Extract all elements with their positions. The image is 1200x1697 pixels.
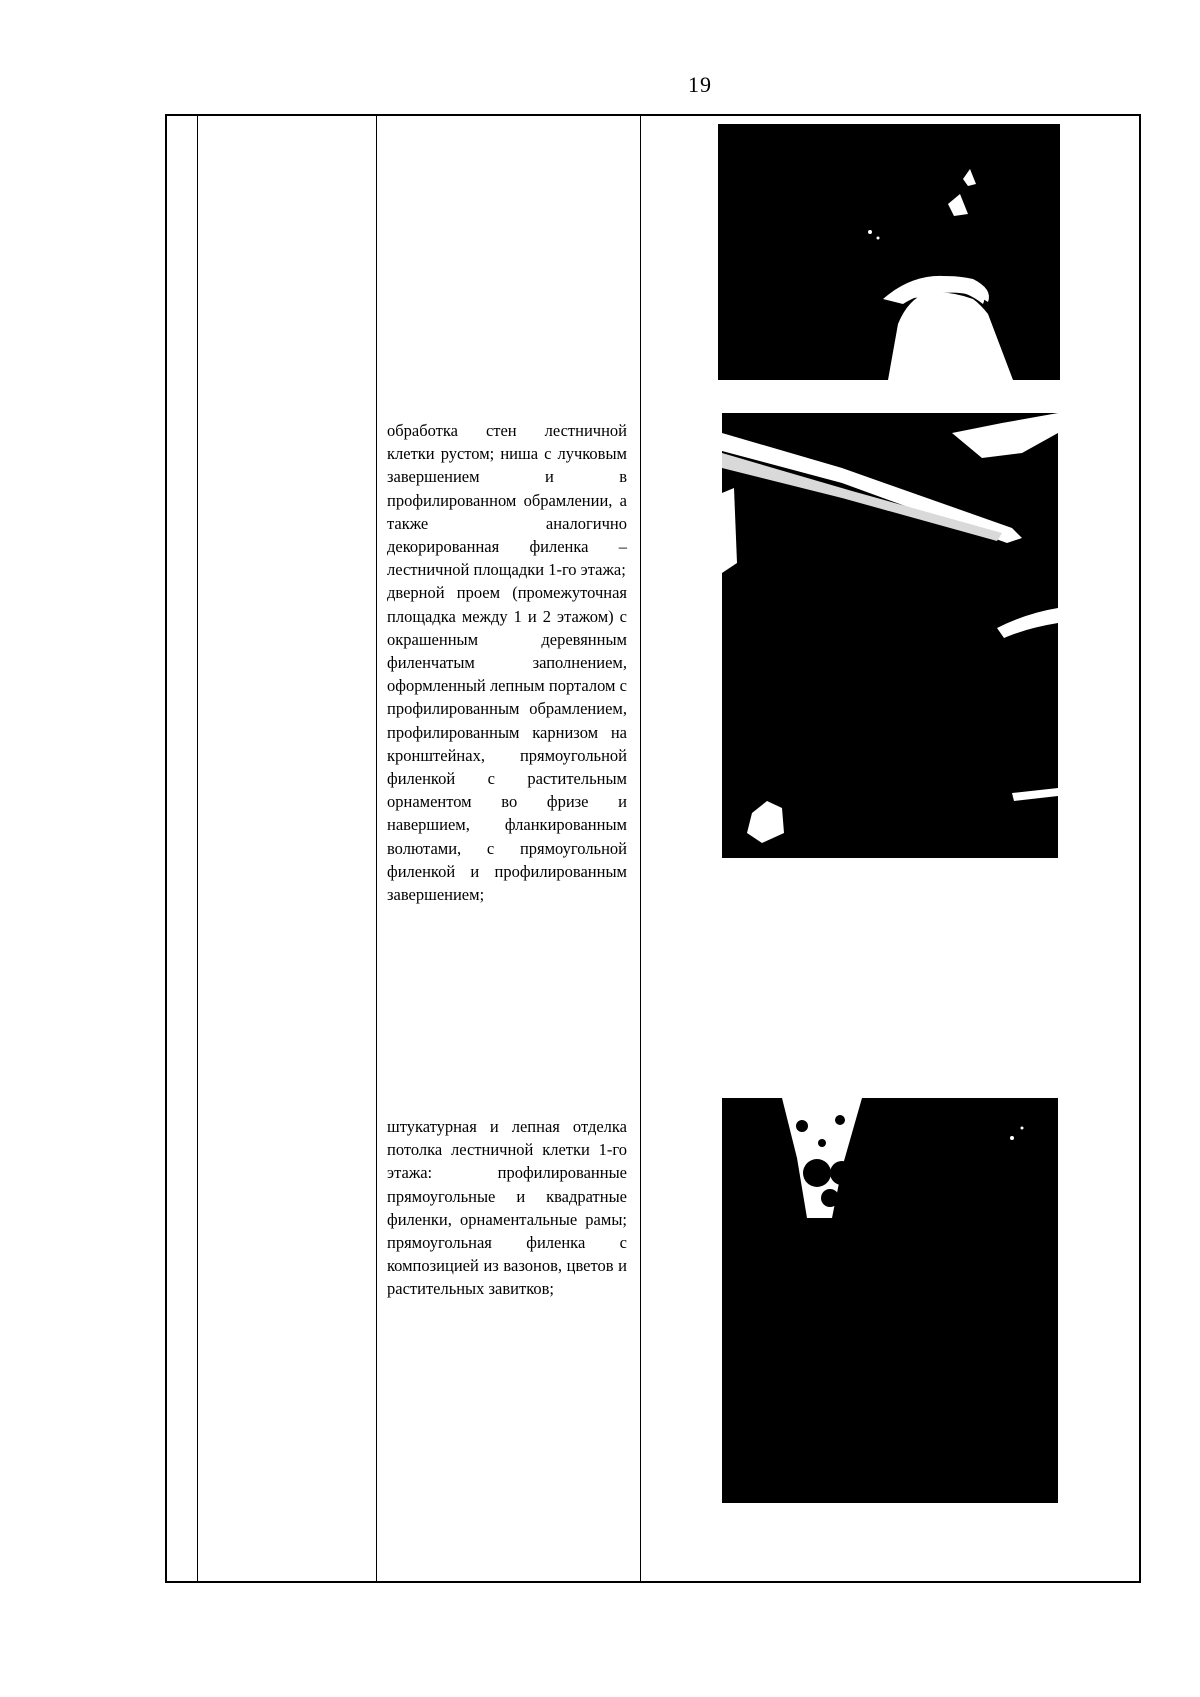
page-number-text: 19: [688, 72, 712, 97]
photo-doorway-portal: [722, 413, 1058, 858]
table-column-divider-3: [640, 116, 641, 1581]
photo-niche-image: [718, 124, 1060, 380]
description-cell-block-1: [387, 419, 627, 906]
photo-niche: [718, 124, 1060, 380]
description-paragraph: штукатурная и лепная отделка потолка лестничной клетки 1-го этажа: профилированные прямоугольные и квадратные филенки, орнаментальные рамы; прямоугольная филенка с композицией из вазонов, цветов и растительных завитков;: [387, 1117, 627, 1299]
description-cell-block-2: [387, 1115, 627, 1301]
photo-ceiling-ornament: [722, 1098, 1058, 1503]
description-paragraph: дверной проем (промежуточная площадка между 1 и 2 этажом) с окрашенным деревянным филенчатым заполнением, оформленный лепным порталом с профилированным обрамлением, профилированным карнизом на кронштейнах, прямоугольной филенкой с растительным орнаментом во фризе и навершием, фланкированным волютами, с прямоугольной филенкой и профилированным завершением;: [387, 583, 627, 905]
photo-ceiling-ornament-image: [722, 1098, 1058, 1503]
description-paragraph: обработка стен лестничной клетки рустом; ниша с лучковым завершением и в профилированном обрамлении, а также аналогично декорированная филенка – лестничной площадки 1-го этажа;: [387, 421, 627, 580]
photo-doorway-portal-image: [722, 413, 1058, 858]
table-column-divider-2: [376, 116, 377, 1581]
page-number: [0, 72, 1200, 98]
table-column-divider-1: [197, 116, 198, 1581]
